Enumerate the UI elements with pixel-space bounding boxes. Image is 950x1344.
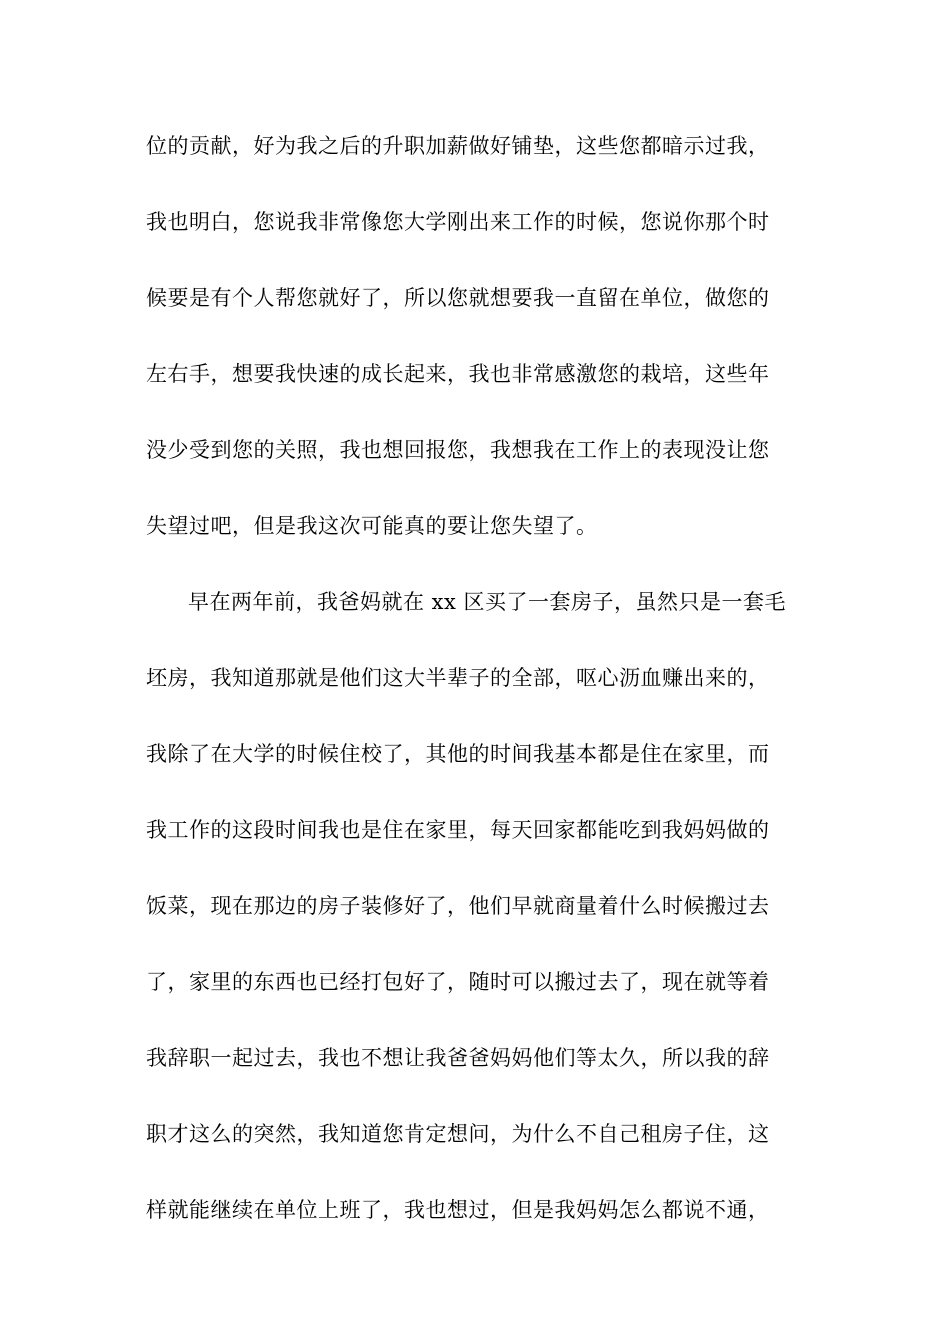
body-text [146,126,806,1266]
text-line: 坯房，我知道那就是他们这大半辈子的全部，呕心沥血赚出来的， [146,666,770,690]
text-line: 了，家里的东西也已经打包好了，随时可以搬过去了，现在就等着 [146,970,770,994]
text-line: 我除了在大学的时候住校了，其他的时间我基本都是住在家里，而 [146,742,770,766]
text-line: 我辞职一起过去，我也不想让我爸爸妈妈他们等太久，所以我的辞 [146,1046,770,1070]
text-line: 职才这么的突然，我知道您肯定想问，为什么不自己租房子住，这 [146,1122,770,1146]
text-line: 位的贡献，好为我之后的升职加薪做好铺垫，这些您都暗示过我， [146,134,770,158]
text-line: 样就能继续在单位上班了，我也想过，但是我妈妈怎么都说不通， [146,1198,770,1222]
text-line: 没少受到您的关照，我也想回报您，我想我在工作上的表现没让您 [146,438,770,462]
text-line: 左右手，想要我快速的成长起来，我也非常感激您的栽培，这些年 [146,362,770,386]
text-line: 我也明白，您说我非常像您大学刚出来工作的时候，您说你那个时 [146,210,770,234]
text-line: 饭菜，现在那边的房子装修好了，他们早就商量着什么时候搬过去 [146,894,770,918]
paragraph-first-line: 早在两年前，我爸妈就在 xx 区买了一套房子，虽然只是一套毛 [188,590,787,614]
text-line: 我工作的这段时间我也是住在家里，每天回家都能吃到我妈妈做的 [146,818,770,842]
text-line: 失望过吧，但是我这次可能真的要让您失望了。 [146,514,598,538]
text-line: 候要是有个人帮您就好了，所以您就想要我一直留在单位，做您的 [146,286,770,310]
